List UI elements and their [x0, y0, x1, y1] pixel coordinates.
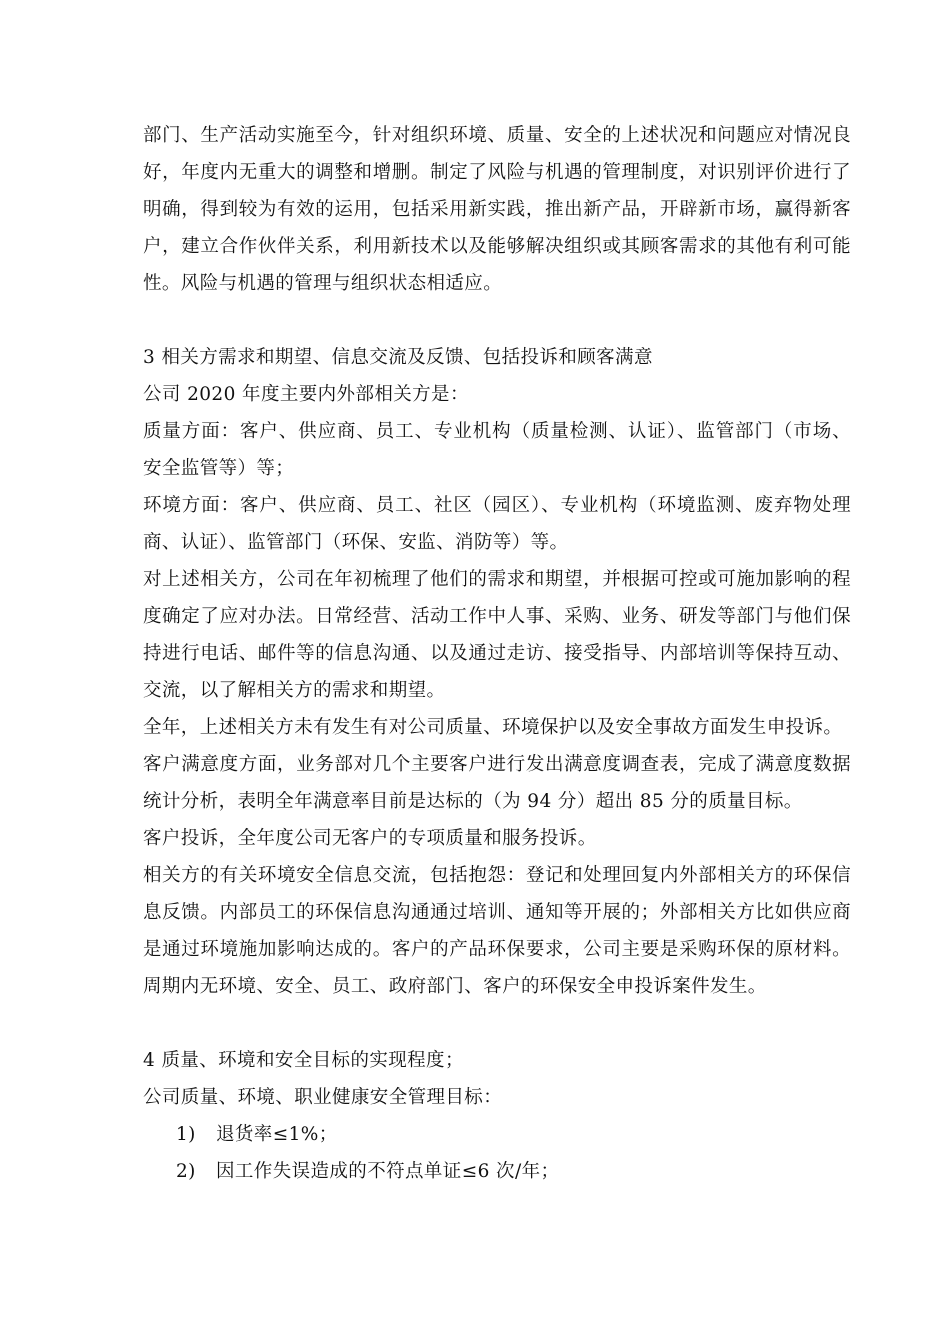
section-3-paragraph-2: 质量方面：客户、供应商、员工、专业机构（质量检测、认证）、监管部门（市场、安全监管等）等； [143, 421, 851, 479]
section-4-heading: 4 质量、环境和安全目标的实现程度； [143, 1050, 464, 1071]
section-4-intro: 公司质量、环境、职业健康安全管理目标： [143, 1087, 503, 1108]
objective-list-item [143, 1153, 851, 1190]
section-3-paragraph-1: 公司 2020 年度主要内外部相关方是： [143, 384, 469, 405]
list-number: 2) [176, 1161, 196, 1182]
section-3-paragraph-6: 客户满意度方面，业务部对几个主要客户进行发出满意度调查表，完成了满意度数据统计分析，表明全年满意率目前是达标的（为 94 分）超出 85 分的质量目标。 [143, 754, 851, 812]
objective-list-item [143, 1116, 851, 1153]
list-text: 因工作失误造成的不符点单证≤6 次/年； [216, 1161, 560, 1182]
section-gap [143, 1005, 851, 1042]
list-text: 退货率≤1%； [216, 1124, 338, 1145]
section-3-paragraph-8: 相关方的有关环境安全信息交流，包括抱怨：登记和处理回复内外部相关方的环保信息反馈。内部员工的环保信息沟通通过培训、通知等开展的；外部相关方比如供应商是通过环境施加影响达成的。客户的产品环保要求，公司主要是采购环保的原材料。周期内无环境、安全、员工、政府部门、客户的环保安全申投诉案件发生。 [143, 865, 851, 997]
section-3-paragraph-7: 客户投诉，全年度公司无客户的专项质量和服务投诉。 [143, 828, 597, 849]
section-3-heading: 3 相关方需求和期望、信息交流及反馈、包括投诉和顾客满意 [143, 347, 653, 368]
document-body [143, 117, 851, 1190]
risk-opportunity-paragraph: 部门、生产活动实施至今，针对组织环境、质量、安全的上述状况和问题应对情况良好，年度内无重大的调整和增删。制定了风险与机遇的管理制度，对识别评价进行了明确，得到较为有效的运用，包括采用新实践，推出新产品，开辟新市场，赢得新客户，建立合作伙伴关系，利用新技术以及能够解决组织或其顾客需求的其他有利可能性。风险与机遇的管理与组织状态相适应。 [143, 125, 851, 294]
section-3-paragraph-3: 环境方面：客户、供应商、员工、社区（园区）、专业机构（环境监测、废弃物处理商、认证）、监管部门（环保、安监、消防等）等。 [143, 495, 851, 553]
section-3-paragraph-4: 对上述相关方，公司在年初梳理了他们的需求和期望，并根据可控或可施加影响的程度确定了应对办法。日常经营、活动工作中人事、采购、业务、研发等部门与他们保持进行电话、邮件等的信息沟通、以及通过走访、接受指导、内部培训等保持互动、交流，以了解相关方的需求和期望。 [143, 569, 851, 701]
section-3-paragraph-5: 全年，上述相关方未有发生有对公司质量、环境保护以及安全事故方面发生申投诉。 [143, 717, 843, 738]
list-number: 1) [176, 1124, 196, 1145]
section-gap [143, 302, 851, 339]
